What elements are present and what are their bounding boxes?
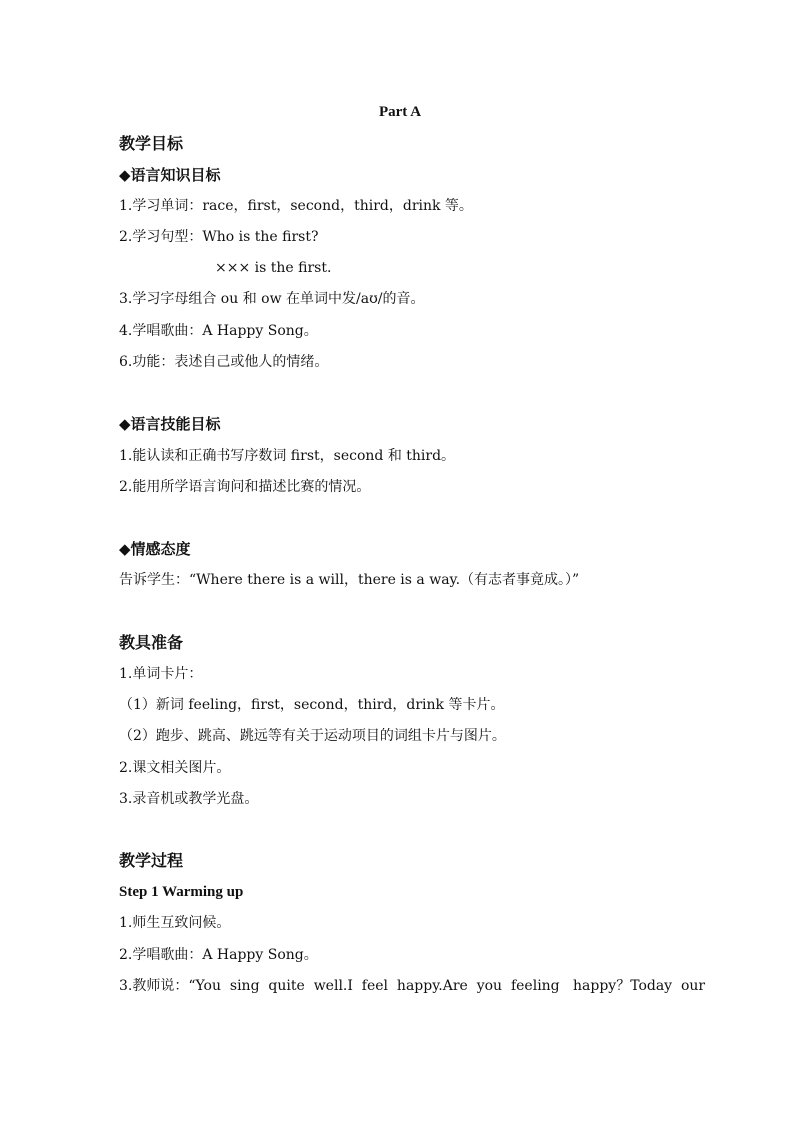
knowledge-item-3: 3.学习字母组合 ou 和 ow 在单词中发/aʊ/的音。 xyxy=(119,291,425,307)
heading-preparation: 教具准备 xyxy=(119,633,184,652)
prep-item-3: 3.录音机或教学光盘。 xyxy=(119,791,259,807)
emotion-text: 告诉学生：“Where there is a will，there is a way.（有志者事竟成。）” xyxy=(119,572,580,588)
heading-emotion: ◆情感态度 xyxy=(119,540,191,558)
prep-item-2: 2.课文相关图片。 xyxy=(119,760,231,776)
heading-language-skill: ◆语言技能目标 xyxy=(119,415,221,433)
knowledge-item-6: 6.功能：表述自己或他人的情绪。 xyxy=(119,354,329,370)
process-item-2: 2.学唱歌曲：A Happy Song。 xyxy=(119,947,318,963)
page-title: Part A xyxy=(378,104,422,120)
step-1-heading: Step 1 Warming up xyxy=(119,884,244,900)
knowledge-item-4: 4.学唱歌曲：A Happy Song。 xyxy=(119,323,318,339)
knowledge-item-1: 1.学习单词：race，first，second，third，drink 等。 xyxy=(119,198,473,214)
skill-item-1: 1.能认读和正确书写序数词 first，second 和 third。 xyxy=(119,448,456,464)
skill-item-2: 2.能用所学语言询问和描述比赛的情况。 xyxy=(119,479,371,495)
prep-item-1-2: （2）跑步、跳高、跳远等有关于运动项目的词组卡片与图片。 xyxy=(119,728,506,744)
heading-language-knowledge: ◆语言知识目标 xyxy=(119,166,221,184)
process-item-1: 1.师生互致问候。 xyxy=(119,915,231,931)
prep-item-1: 1.单词卡片： xyxy=(119,666,203,682)
heading-process: 教学过程 xyxy=(119,851,184,870)
process-item-3: 3.教师说：“You sing quite well.I feel happy.Are you feeling happy？Today our xyxy=(119,978,706,994)
knowledge-item-2-continued: ××× is the first. xyxy=(215,260,332,276)
prep-item-1-1: （1）新词 feeling，first，second，third，drink 等卡片。 xyxy=(119,697,505,713)
heading-teaching-goals: 教学目标 xyxy=(119,134,184,153)
knowledge-item-2: 2.学习句型：Who is the first? xyxy=(119,229,319,245)
